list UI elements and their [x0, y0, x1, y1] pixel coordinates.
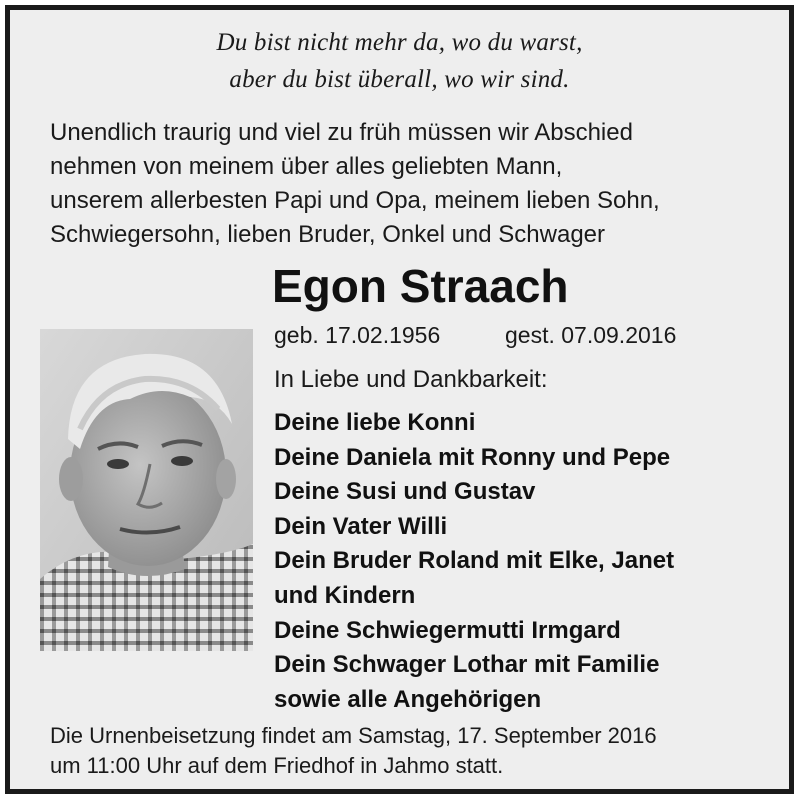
deceased-name: Egon Straach: [272, 260, 569, 312]
intro-line: nehmen von meinem über alles geliebten Mann,: [50, 153, 563, 180]
funeral-info: [50, 721, 770, 781]
portrait-photo: [40, 329, 253, 651]
intro-line: Schwiegersohn, lieben Bruder, Onkel und Schwager: [50, 221, 605, 248]
quote-line-2: aber du bist überall, wo wir sind.: [229, 66, 570, 93]
mourner-line: Dein Schwager Lothar mit Familie: [274, 651, 660, 679]
intro-line: unserem allerbesten Papi und Opa, meinem lieben Sohn,: [50, 187, 660, 214]
intro-line: Unendlich traurig und viel zu früh müssen wir Abschied: [50, 119, 633, 146]
mourner-line: sowie alle Angehörigen: [274, 685, 542, 713]
gratitude-line: In Liebe und Dankbarkeit:: [274, 366, 548, 393]
death-date: gest. 07.09.2016: [505, 322, 677, 348]
mourner-line: Deine liebe Konni: [274, 409, 476, 436]
funeral-line: Die Urnenbeisetzung findet am Samstag, 17. September 2016: [50, 723, 657, 748]
funeral-line: um 11:00 Uhr auf dem Friedhof in Jahmo statt.: [50, 753, 504, 778]
obituary-notice: [5, 5, 794, 794]
mourner-line: Dein Vater Willi: [274, 512, 448, 540]
mourner-line: Deine Schwiegermutti Irmgard: [274, 616, 621, 644]
mourner-line: Dein Bruder Roland mit Elke, Janet: [274, 547, 675, 575]
mourner-line: und Kindern: [274, 581, 416, 609]
quote-line-1: Du bist nicht mehr da, wo du warst,: [216, 29, 583, 56]
intro-text: [50, 116, 770, 252]
birth-date: geb. 17.02.1956: [274, 322, 441, 348]
mourner-line: Deine Susi und Gustav: [274, 478, 536, 506]
mourner-line: Deine Daniela mit Ronny und Pepe: [274, 443, 671, 471]
mourners-list: [274, 406, 674, 717]
